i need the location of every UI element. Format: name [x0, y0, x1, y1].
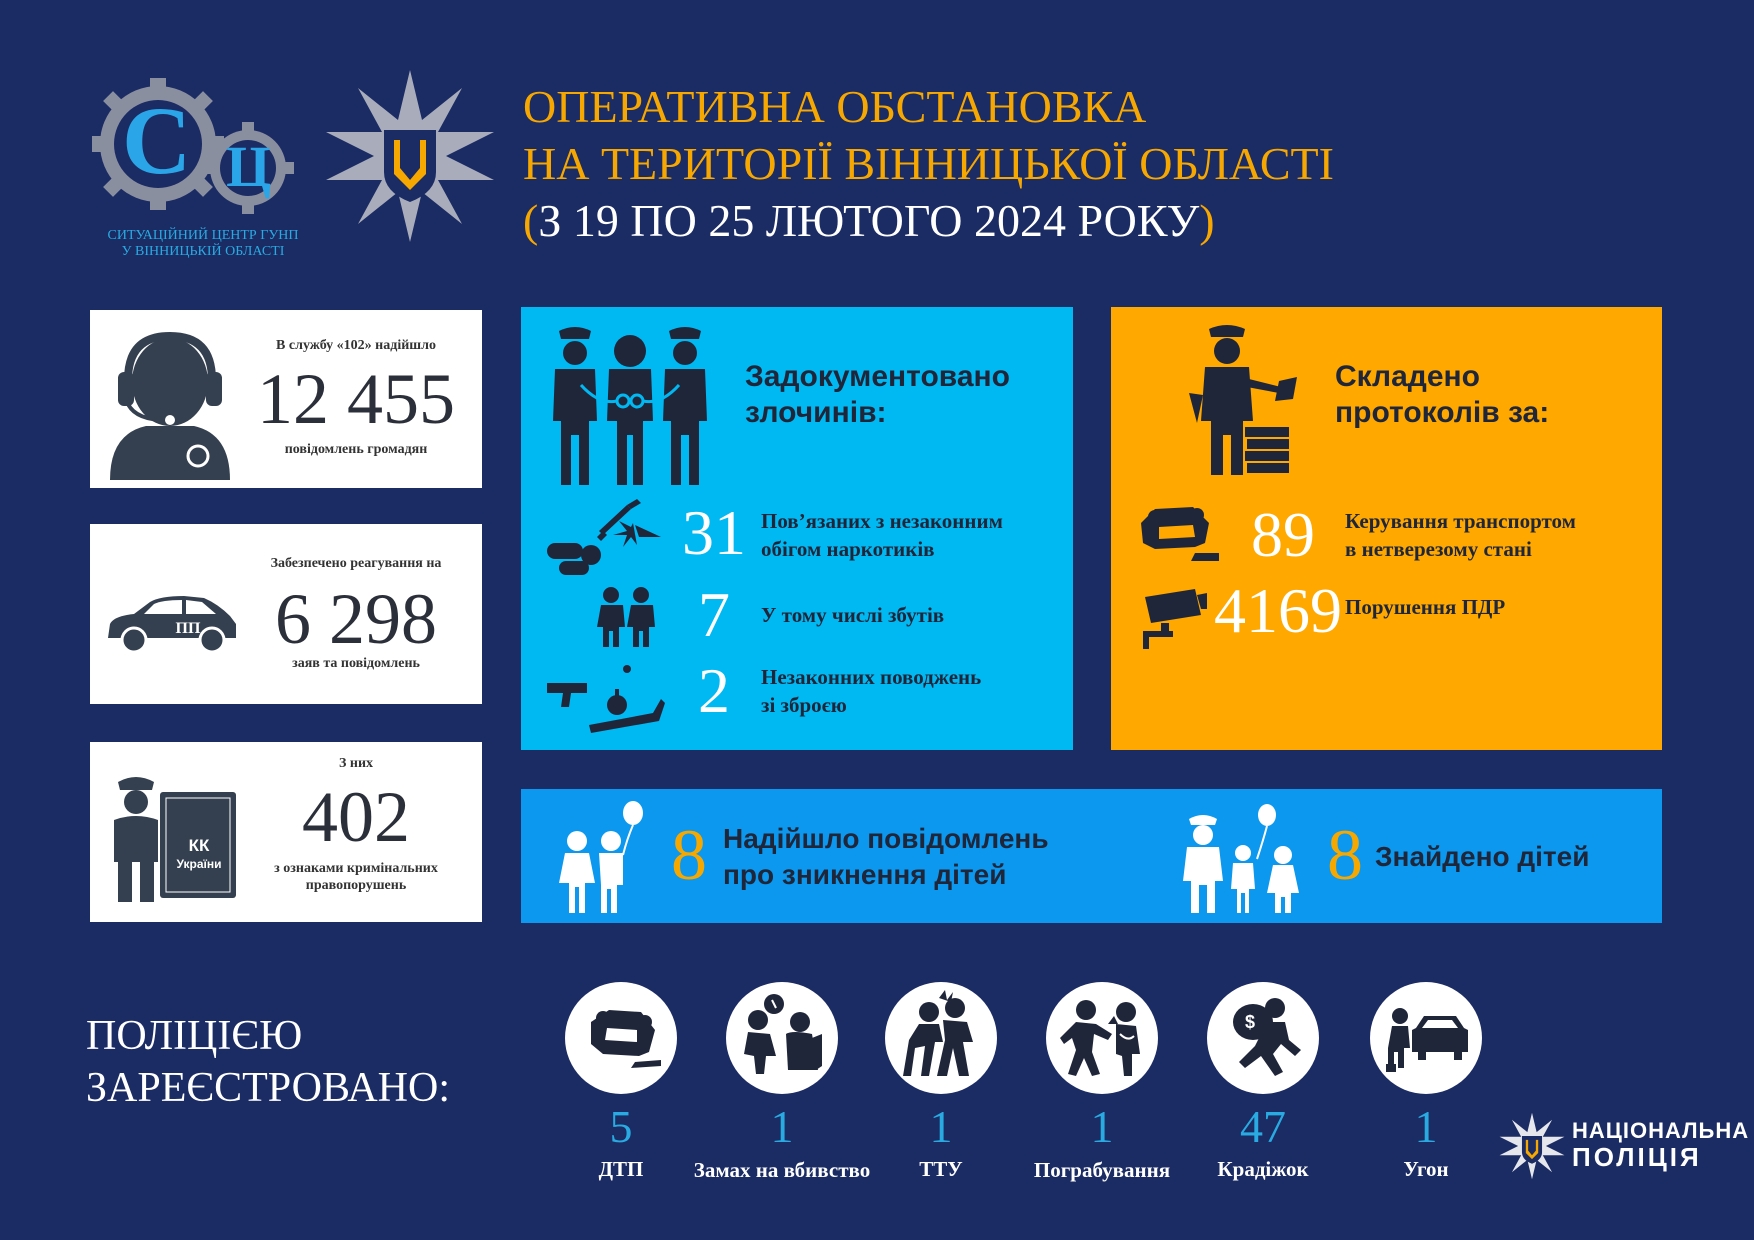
- missing-children-value: 8: [671, 815, 707, 895]
- org-name-line1: СИТУАЦІЙНИЙ ЦЕНТР ГУНП: [107, 228, 299, 243]
- title-dates: З 19 ПО 25 ЛЮТОГО 2024 РОКУ: [538, 195, 1200, 246]
- responses-card: [90, 524, 482, 704]
- theft-value: 47: [1240, 1101, 1286, 1152]
- found-children-label: Знайдено дітей: [1375, 841, 1590, 872]
- children-panel: [521, 789, 1662, 923]
- robbery-value: 1: [1090, 1101, 1114, 1152]
- responses-value: 6 298: [275, 579, 437, 659]
- missing-children-line2: про зникнення дітей: [723, 859, 1007, 890]
- responses-subcaption: заяв та повідомлень: [292, 656, 420, 671]
- book-line2: України: [176, 857, 222, 871]
- crimes-heading: [745, 359, 1010, 431]
- found-children-icon: [1179, 801, 1309, 913]
- missing-children-text: [723, 821, 1049, 893]
- ttu-label: ТТУ: [919, 1157, 963, 1181]
- traffic-violations-value: 4169: [1214, 575, 1342, 646]
- registered-title-line2: ЗАРЕЄСТРОВАНО:: [86, 1065, 451, 1111]
- page-title: [523, 78, 1334, 249]
- car-theft-icon: [1370, 982, 1482, 1094]
- crimes-heading-line2: злочинів:: [745, 396, 887, 429]
- calls-card: [90, 310, 482, 488]
- logo-letter-c: С: [122, 87, 192, 194]
- drunk-driving-text-line1: Керування транспортом: [1345, 509, 1576, 533]
- police-arrest-icon: [545, 325, 715, 485]
- national-police-line1: НАЦІОНАЛЬНА: [1572, 1118, 1750, 1143]
- weapons-text-line2: зі зброєю: [761, 693, 847, 717]
- protocols-heading-line2: протоколів за:: [1335, 396, 1550, 429]
- missing-children-line1: Надійшло повідомлень: [723, 823, 1049, 854]
- national-police-logo: [1498, 1112, 1566, 1180]
- theft-icon: [1207, 982, 1319, 1094]
- logo-letter-ts: Ц: [226, 134, 272, 199]
- registered-title: [86, 1010, 450, 1114]
- operator-headset-icon: [106, 324, 234, 480]
- registered-item-attempted-murder: [693, 982, 871, 1182]
- criminal-subcaption-line2: правопорушень: [305, 878, 407, 893]
- criminal-subcaption-line1: з ознаками кримінальних: [274, 861, 438, 876]
- drunk-driving-text: [1345, 507, 1576, 563]
- car-overturned-icon: [1135, 503, 1219, 565]
- attempted-murder-label: Замах на вбивство: [693, 1158, 871, 1182]
- drugs-icon: [543, 497, 663, 579]
- protocols-heading-line1: Складено: [1335, 360, 1480, 393]
- crimes-heading-line1: Задокументовано: [745, 360, 1010, 393]
- drugs-value: 31: [682, 497, 746, 568]
- drugs-text-line1: Пов’язаних з незаконним: [761, 509, 1003, 533]
- police-star-small-icon: [1498, 1112, 1566, 1180]
- theft-label: Крадіжок: [1217, 1157, 1309, 1181]
- car-label: ПП: [175, 620, 201, 637]
- title-line-1: ОПЕРАТИВНА ОБСТАНОВКА: [523, 81, 1147, 132]
- calls-caption: В службу «102» надійшло: [276, 338, 436, 353]
- criminal-card: [90, 742, 482, 922]
- car-crash-icon: [565, 982, 677, 1094]
- traffic-officer-icon: [1183, 323, 1303, 475]
- protocols-panel: [1111, 307, 1662, 750]
- attempted-murder-value: 1: [770, 1101, 794, 1152]
- registered-item-ttu: [885, 982, 997, 1182]
- missing-children-icon: [557, 801, 647, 913]
- registered-item-theft: [1207, 982, 1319, 1182]
- weapons-value: 2: [698, 655, 730, 726]
- book-title: [164, 836, 234, 872]
- dealing-value: 7: [698, 579, 730, 650]
- traffic-camera-icon: [1141, 587, 1207, 649]
- drug-dealing-icon: [595, 585, 657, 647]
- police-officer-icon: [106, 772, 166, 902]
- crimes-panel: [521, 307, 1073, 750]
- criminal-value: 402: [302, 777, 410, 857]
- calls-value: 12 455: [257, 359, 455, 439]
- robbery-icon: [1046, 982, 1158, 1094]
- calls-subcaption: повідомлень громадян: [284, 442, 428, 457]
- responses-caption: Забезпечено реагування на: [270, 556, 442, 571]
- title-line-2: НА ТЕРИТОРІЇ ВІННИЦЬКОЇ ОБЛАСТІ: [523, 138, 1334, 189]
- weapons-text-line1: Незаконних поводжень: [761, 665, 982, 689]
- found-children-value: 8: [1327, 815, 1363, 895]
- police-star-icon: [322, 68, 498, 244]
- dealing-text: [761, 601, 944, 629]
- criminal-subcaption: [240, 860, 472, 894]
- registered-item-robbery: [1033, 982, 1171, 1182]
- traffic-violations-text-line1: Порушення ПДР: [1345, 595, 1506, 619]
- registered-item-dtp: [565, 982, 677, 1182]
- dtp-value: 5: [609, 1101, 633, 1152]
- gear-icon: [86, 76, 306, 216]
- ttu-value: 1: [929, 1101, 953, 1152]
- criminal-caption: З них: [338, 756, 374, 771]
- traffic-violations-text: [1345, 593, 1505, 621]
- car-theft-value: 1: [1414, 1101, 1438, 1152]
- svg-text:$: $: [1245, 1012, 1256, 1032]
- car-theft-label: Угон: [1403, 1157, 1449, 1181]
- book-line1: КК: [188, 836, 210, 855]
- drunk-driving-text-line2: в нетверезому стані: [1345, 537, 1532, 561]
- weapons-text: [761, 663, 981, 719]
- registered-item-car-theft: [1370, 982, 1482, 1182]
- dtp-label: ДТП: [598, 1157, 644, 1181]
- drugs-text: [761, 507, 1003, 563]
- situation-center-logo: [86, 76, 306, 216]
- dealing-text-line1: У тому числі збутів: [761, 603, 945, 627]
- national-police-line2: ПОЛІЦІЯ: [1572, 1142, 1702, 1172]
- title-paren-close: ): [1199, 195, 1215, 246]
- title-paren-open: (: [523, 195, 539, 246]
- police-star-emblem: [322, 68, 498, 244]
- title-line-3: [523, 192, 1334, 249]
- org-name: [88, 228, 318, 260]
- attempted-murder-icon: [726, 982, 838, 1094]
- drunk-driving-value: 89: [1251, 499, 1315, 570]
- org-name-line2: У ВІННИЦЬКІЙ ОБЛАСТІ: [121, 244, 285, 259]
- drugs-text-line2: обігом наркотиків: [761, 537, 935, 561]
- weapons-icon: [543, 663, 667, 735]
- assault-icon: [885, 982, 997, 1094]
- national-police-text: [1572, 1118, 1749, 1170]
- robbery-label: Пограбування: [1033, 1158, 1171, 1182]
- registered-title-line1: ПОЛІЦІЄЮ: [86, 1013, 303, 1059]
- protocols-heading: [1335, 359, 1549, 431]
